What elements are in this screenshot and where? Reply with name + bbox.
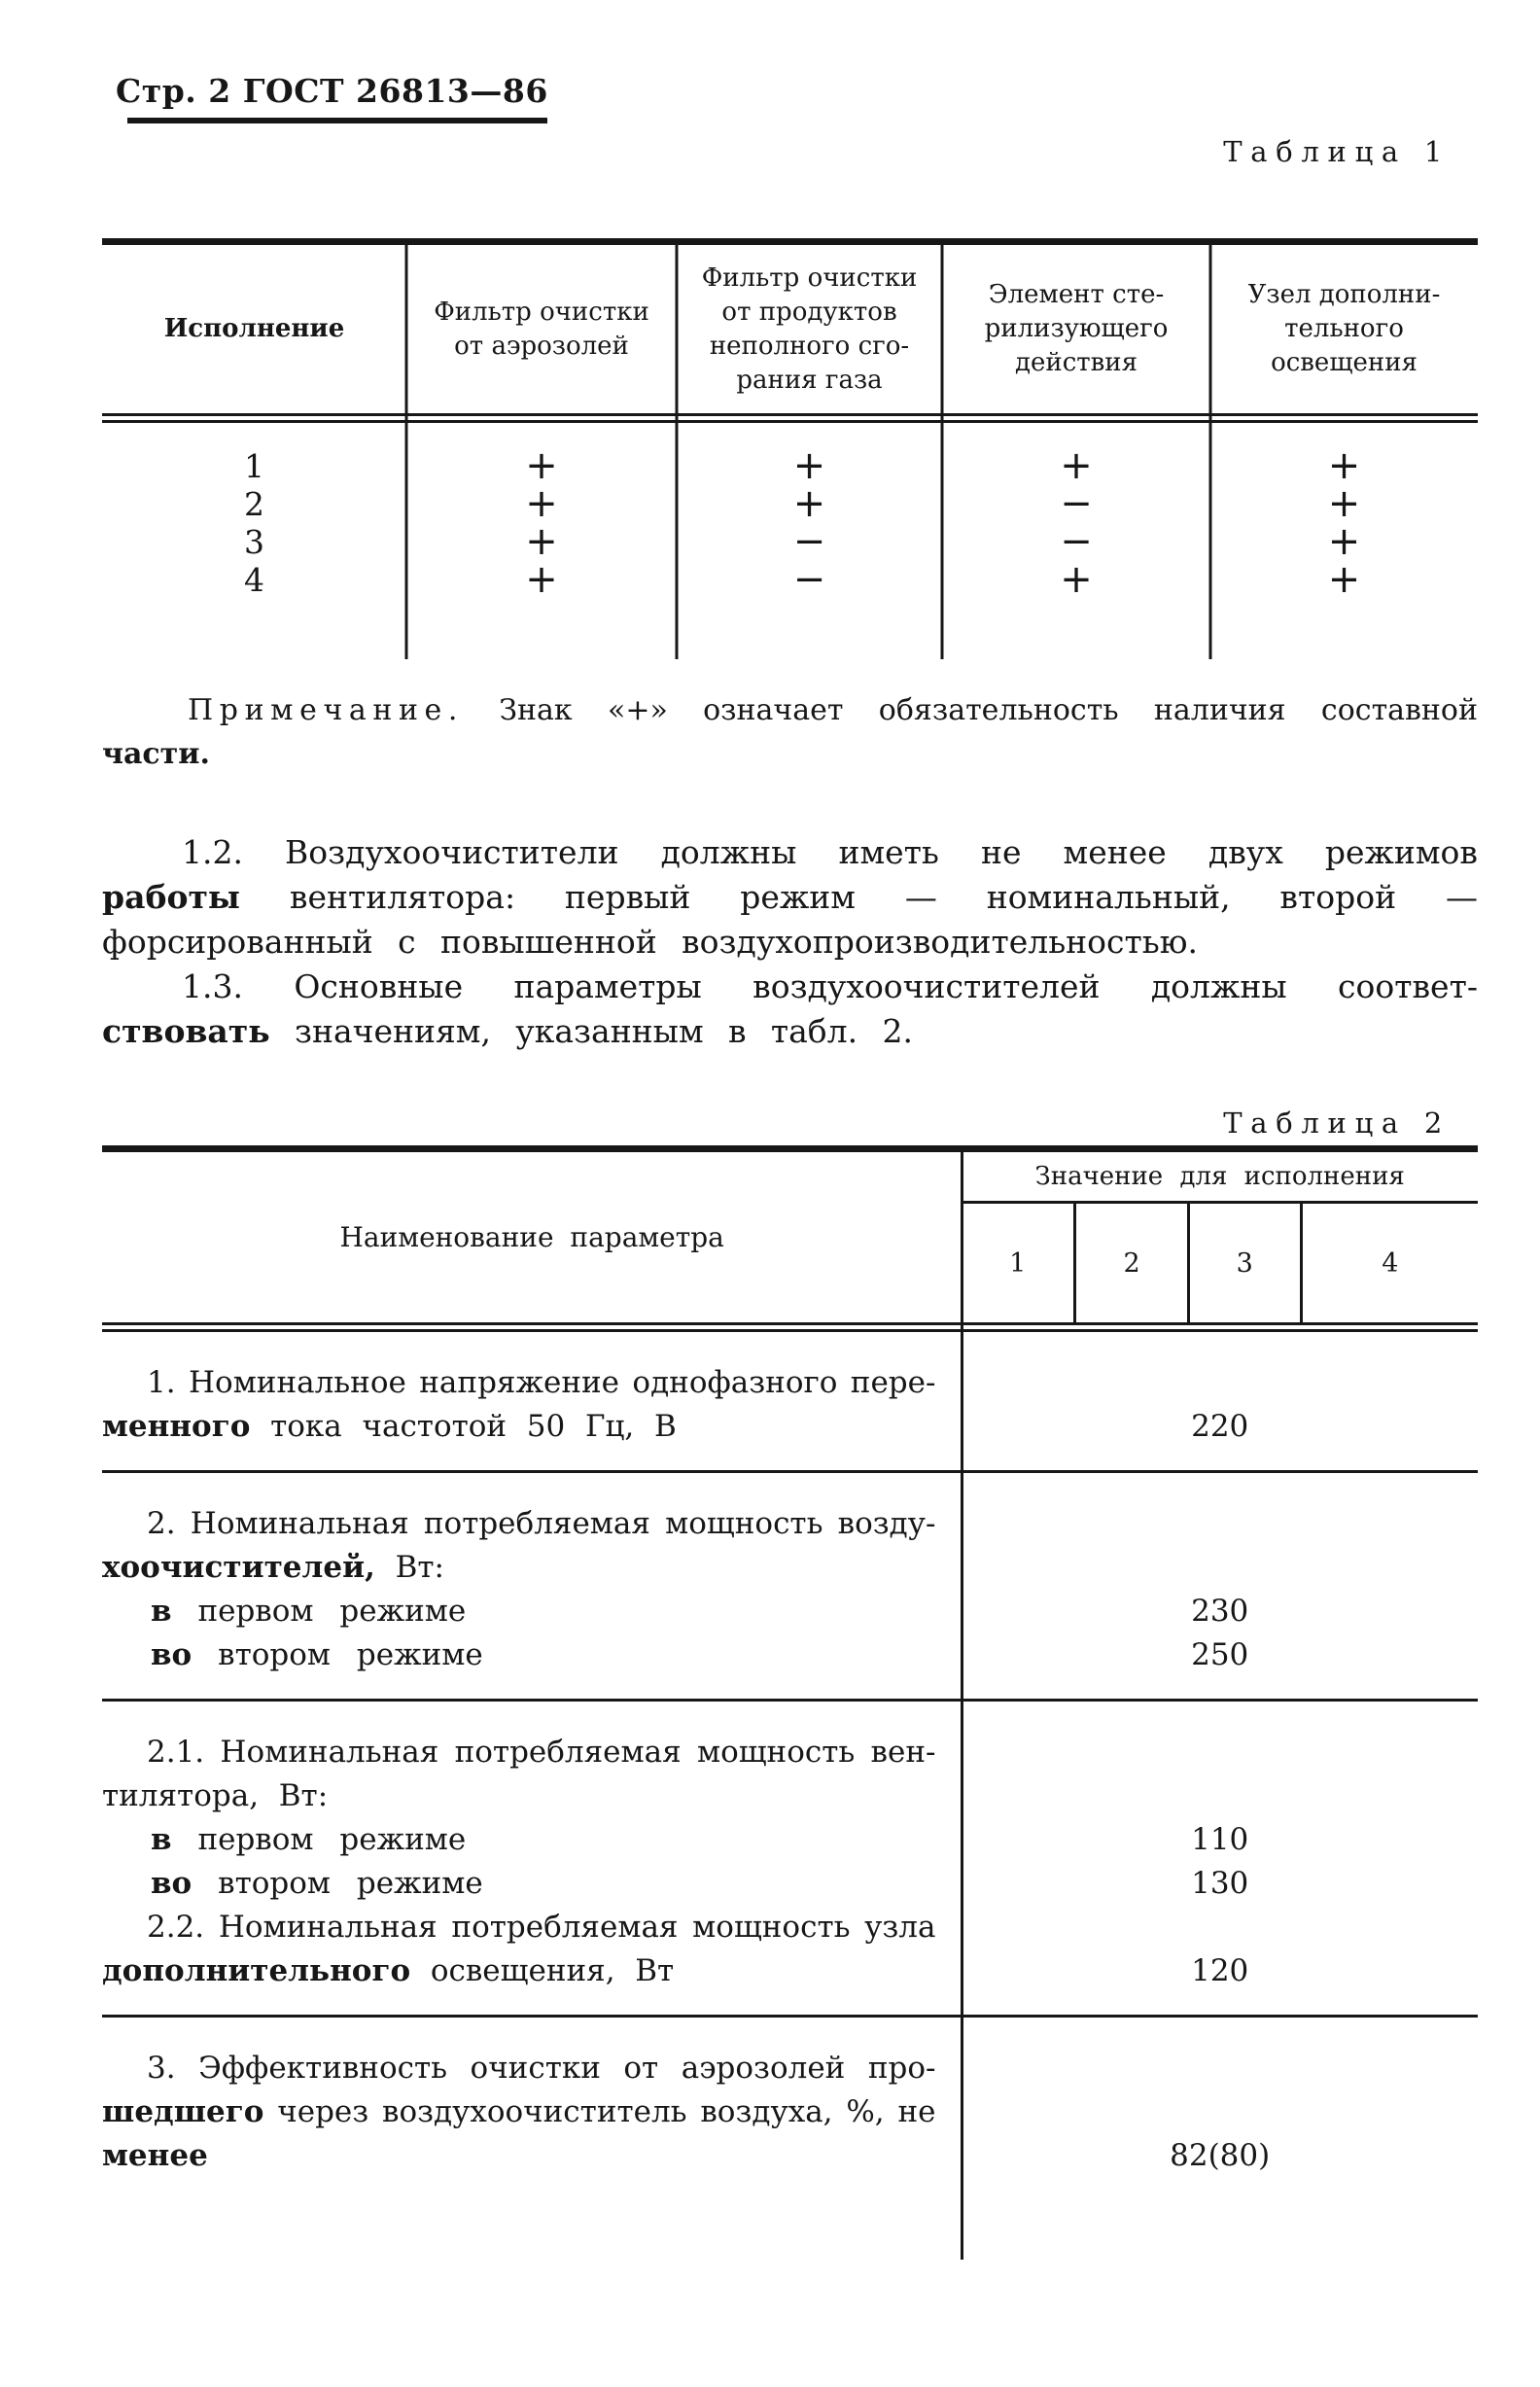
paragraph-line [102, 830, 1478, 875]
table1-header-cell [942, 278, 1210, 380]
table2-line [102, 1774, 1478, 1818]
table2-row [102, 1332, 1478, 1473]
table1 [102, 238, 1478, 659]
table1-header-cell [1210, 278, 1478, 380]
text-run: работы [102, 878, 241, 916]
table2-line [102, 1949, 1478, 1993]
parameter-text [102, 1818, 935, 1862]
table1-column-divider-3 [940, 245, 943, 659]
text-run: во [151, 1637, 192, 1672]
plus-sign: + [525, 481, 558, 526]
text-run: ствовать [102, 1012, 270, 1050]
text-run: 1. Номинальное напряжение однофазного пере- [147, 1365, 936, 1400]
table1-header-line: от аэрозолей [454, 331, 629, 361]
table2-row [102, 2018, 1478, 2260]
table2-line [102, 2134, 1478, 2178]
parameter-text [102, 1906, 935, 1949]
table1-body-row [102, 423, 1478, 659]
table2-exec-number: 3 [1190, 1204, 1303, 1322]
minus-sign: − [1060, 481, 1093, 526]
table1-header-line: рания газа [736, 365, 883, 395]
table1-header-line: Фильтр очистки [701, 263, 918, 293]
table1-header-line: Фильтр очистки [434, 297, 649, 327]
paragraph-line [102, 875, 1478, 920]
table1-execution-number: 2 [243, 485, 264, 523]
table1-column-divider-2 [676, 245, 679, 659]
table2-exec-number: 1 [962, 1204, 1076, 1322]
parameter-value: 120 [1191, 1953, 1249, 1988]
plus-sign: + [1327, 519, 1361, 564]
table2 [102, 1145, 1478, 2260]
table1-header-cell [677, 262, 942, 398]
table2-exec-number: 4 [1382, 1247, 1399, 1279]
page-header-underline [127, 118, 547, 123]
paragraph [102, 830, 1478, 965]
note-term: Примечание. [188, 693, 465, 727]
table1-header-line: от продуктов [721, 297, 897, 327]
parameter-text [102, 1774, 935, 1818]
text-run: хоочистителей, [102, 1550, 375, 1585]
table2-line [102, 2047, 1478, 2090]
table2-line [102, 1405, 1478, 1449]
table2-line [102, 1590, 1478, 1633]
table2-line [102, 1818, 1478, 1862]
text-run: через воздухоочиститель воздуха, %, не [263, 2094, 936, 2129]
table2-exec-numbers [962, 1204, 1478, 1322]
table1-sign-column [1210, 443, 1478, 602]
text-run: 3. Эффективность очистки от аэрозолей про- [147, 2051, 936, 2086]
parameter-value: 250 [1191, 1637, 1249, 1672]
table1-sign-column [406, 443, 677, 602]
table2-row [102, 1473, 1478, 1702]
text-run: шедшего [102, 2094, 264, 2129]
plus-sign: + [1327, 443, 1361, 488]
note-text: Знак «+» означает обязательность наличия составной [499, 693, 1478, 727]
table1-header-line: рилизующего [984, 314, 1169, 343]
table2-line [102, 1731, 1478, 1774]
plus-sign: + [792, 481, 826, 526]
parameter-text [102, 1949, 935, 1993]
parameter-text [102, 2134, 935, 2178]
table1-caption: Таблица 1 [1223, 135, 1451, 168]
table2-line [102, 2090, 1478, 2134]
text-run: менного [102, 1409, 251, 1444]
parameter-value: 220 [1191, 1409, 1249, 1444]
body-text [102, 830, 1478, 1054]
text-run: 1.2. Воздухоочистители должны иметь не менее двух режимов [182, 833, 1478, 871]
table1-header-cell [406, 296, 677, 364]
note-line-1 [102, 688, 1478, 732]
parameter-value: 82(80) [1170, 2138, 1271, 2173]
plus-sign: + [1060, 443, 1093, 488]
parameter-text [102, 2090, 935, 2134]
table1-execution-number: 3 [243, 523, 264, 561]
table1-header-line: действия [1014, 348, 1138, 377]
table1-header-line: Узел дополни- [1247, 280, 1441, 309]
table1-column-divider-4 [1209, 245, 1212, 659]
parameter-text [102, 1361, 935, 1405]
table2-header-separator [102, 1322, 1478, 1332]
parameter-text [102, 1862, 935, 1906]
plus-sign: + [525, 557, 558, 602]
text-run: менее [102, 2138, 208, 2173]
table1-execution-number: 4 [243, 561, 264, 599]
text-run: значениям, указанным в табл. 2. [269, 1012, 913, 1050]
table2-rows [102, 1332, 1478, 2260]
parameter-value: 110 [1191, 1822, 1249, 1857]
table1-header-cell [102, 312, 406, 346]
table2-value-header: Значение для исполнения [962, 1152, 1478, 1204]
text-run: вентилятора: первый режим — номинальный, второй — [240, 878, 1478, 916]
table1-sign-column [677, 443, 942, 602]
parameter-text [102, 1731, 935, 1774]
page-header [116, 72, 1478, 110]
plus-sign: + [1060, 557, 1093, 602]
text-run: 2. Номинальная потребляемая мощность возду- [147, 1506, 936, 1541]
table1-execution-column [102, 447, 406, 599]
table1-header-line: неполного сго- [709, 331, 910, 361]
table1-header-row [102, 245, 1478, 413]
plus-sign: + [1327, 557, 1361, 602]
table2-line [102, 1633, 1478, 1677]
text-run: форсированный с повышенной воздухопроизводительностью. [102, 923, 1198, 961]
minus-sign: − [792, 557, 826, 602]
text-run: тока частотой 50 Гц, В [250, 1409, 677, 1444]
parameter-text [102, 1633, 935, 1677]
table2-line [102, 1546, 1478, 1590]
parameter-text [102, 2047, 935, 2090]
table2-values-header [962, 1152, 1478, 1322]
page-header-text: Стр. 2 ГОСТ 26813—86 [116, 72, 548, 110]
table1-header-separator [102, 413, 1478, 423]
table1-execution-number: 1 [243, 447, 264, 485]
plus-sign: + [525, 443, 558, 488]
text-run: в [151, 1594, 172, 1629]
text-run: 2.2. Номинальная потребляемая мощность узла [147, 1910, 936, 1945]
text-run: втором режиме [192, 1866, 483, 1901]
table2-main-divider [961, 1152, 963, 2260]
table2-caption: Таблица 2 [1223, 1106, 1451, 1140]
note-paragraph [102, 688, 1478, 776]
table2-line [102, 1906, 1478, 1949]
table2-row [102, 1702, 1478, 2018]
text-run: 2.1. Номинальная потребляемая мощность вен- [147, 1735, 936, 1770]
parameter-value: 230 [1191, 1594, 1249, 1629]
table1-header-line: освещения [1271, 348, 1418, 377]
parameter-value: 130 [1191, 1866, 1249, 1901]
paragraph [102, 965, 1478, 1054]
parameter-text [102, 1502, 935, 1546]
table2-exec-number: 2 [1076, 1204, 1190, 1322]
text-run: во [151, 1866, 192, 1901]
table2-line [102, 1361, 1478, 1405]
text-run: освещения, Вт [410, 1953, 675, 1988]
table2-line [102, 1862, 1478, 1906]
text-run: тилятора, Вт: [102, 1778, 329, 1813]
minus-sign: − [1060, 519, 1093, 564]
paragraph-line [102, 920, 1478, 965]
parameter-text [102, 1590, 935, 1633]
plus-sign: + [792, 443, 826, 488]
table1-sign-column [942, 443, 1210, 602]
table2-param-header: Наименование параметра [339, 1221, 724, 1253]
text-run: в [151, 1822, 172, 1857]
table1-header-line: тельного [1284, 314, 1404, 343]
paragraph-line [102, 965, 1478, 1009]
text-run: 1.3. Основные параметры воздухоочистителей должны соответ- [182, 967, 1478, 1005]
plus-sign: + [525, 519, 558, 564]
parameter-text [102, 1405, 935, 1449]
text-run: дополнительного [102, 1953, 411, 1988]
text-run: втором режиме [192, 1637, 483, 1672]
text-run: Вт: [374, 1550, 444, 1585]
table1-column-divider-1 [404, 245, 407, 659]
table1-header-line: Исполнение [163, 314, 345, 343]
text-run: первом режиме [171, 1822, 467, 1857]
table2-line [102, 1502, 1478, 1546]
table2-header [102, 1152, 1478, 1322]
minus-sign: − [792, 519, 826, 564]
text-run: первом режиме [171, 1594, 467, 1629]
paragraph-line [102, 1009, 1478, 1054]
table1-header-line: Элемент сте- [988, 280, 1165, 309]
plus-sign: + [1327, 481, 1361, 526]
note-line-2: части. [102, 737, 210, 771]
parameter-text [102, 1546, 935, 1590]
